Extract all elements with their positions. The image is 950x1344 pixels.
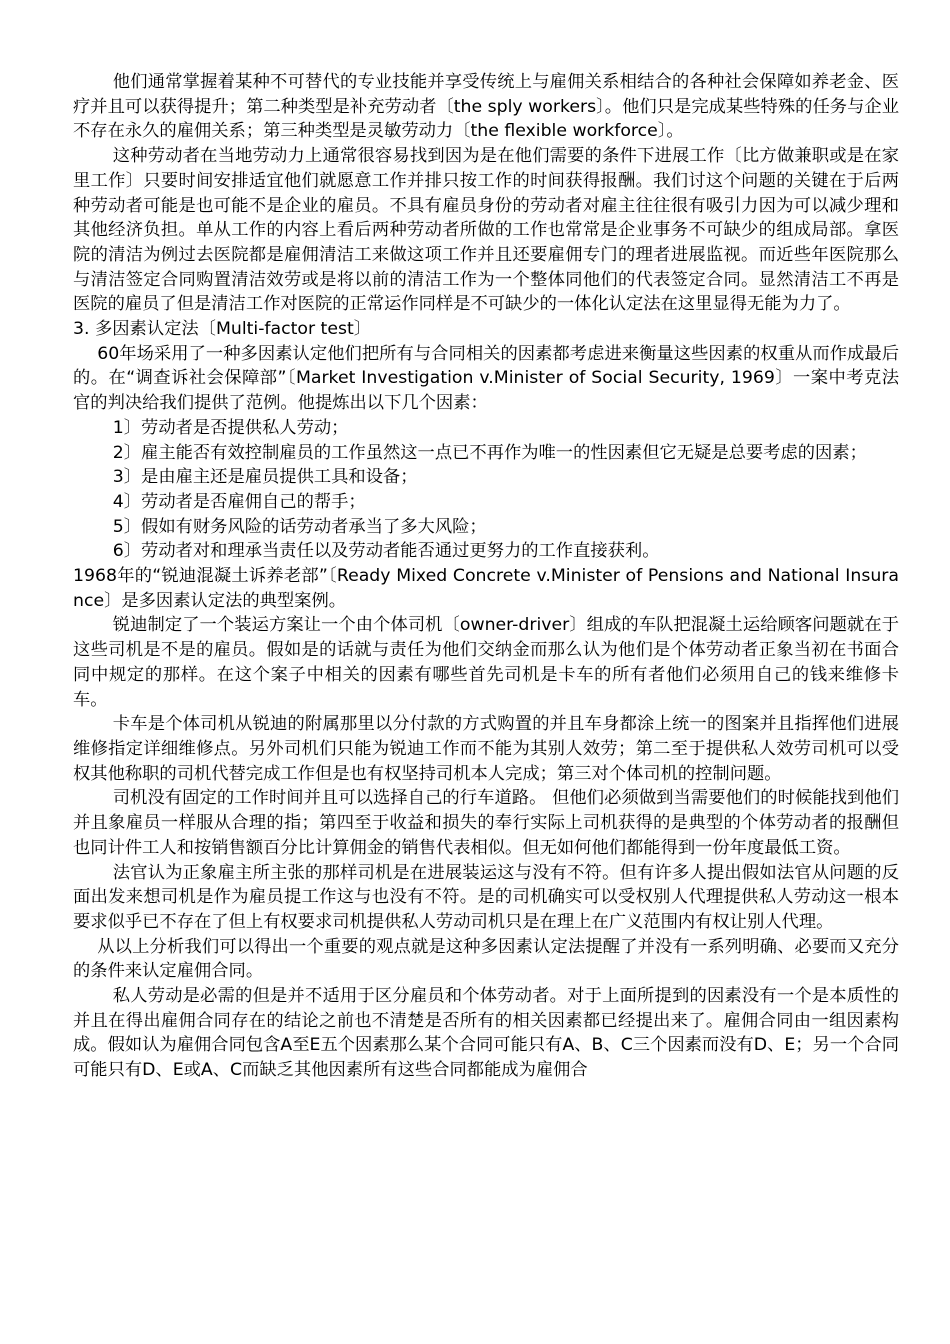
section-heading-multi-factor-test: 3. 多因素认定法〔Multi-factor test〕	[73, 319, 372, 340]
paragraph-judge-opinion: 法官认为正象雇主所主张的那样司机是在进展装运这与没有不符。但有许多人提出假如法官从问题的反面出发来想司机是作为雇员提工作这与也没有不符。是的司机确实可以受权别人代理提供私人劳动这一根本要求似乎已不存在了但上有权要求司机提供私人劳动司机只是在理上在广义范围内有权让别人代理。	[73, 862, 899, 932]
paragraph-market-investigation-case: 60年场采用了一种多因素认定他们把所有与合同相关的因素都考虑进来衡量这些因素的权重从而作成最后的。在“调查诉社会保障部”〔Market Investigation v.Minister of Social Security, 1969〕一案中考克法官的判决给我们提供了范例。他提炼出以下几个因素：	[73, 343, 899, 414]
factor-item-5: 5〕假如有财务风险的话劳动者承当了多大风险；	[112, 516, 487, 537]
paragraph-ready-mixed-case: 1968年的“锐迪混凝土诉养老部”〔Ready Mixed Concrete v.Minister of Pensions and National Insurance〕是多因素认定法的典型案例。	[73, 566, 899, 611]
paragraph-social-security-types: 他们通常掌握着某种不可替代的专业技能并享受传统上与雇佣关系相结合的各种社会保障如养老金、医疗并且可以获得提升；第二种类型是补充劳动者〔the sply workers〕。他们只是完成某些特殊的任务与企业不存在永久的雇佣关系；第三种类型是灵敏劳动力〔the flexible workforce〕。	[73, 72, 899, 142]
paragraph-truck-purchase: 卡车是个体司机从锐迪的附属那里以分付款的方式购置的并且车身都涂上统一的图案并且指挥他们进展维修指定详细维修点。另外司机们只能为锐迪工作而不能为其别人效劳；第二至于提供私人效劳司机可以受权其他称职的司机代替完成工作但是也有权坚持司机本人完成；第三对个体司机的控制问题。	[73, 714, 899, 784]
factor-item-4: 4〕劳动者是否雇佣自己的帮手；	[112, 491, 366, 512]
paragraph-owner-driver: 锐迪制定了一个装运方案让一个由个体司机〔owner-driver〕组成的车队把混凝土运给顾客问题就在于这些司机是不是的雇员。假如是的话就与责任为他们交纳金而那么认为他们是个体劳动者正象当初在书面合同中规定的那样。在这个案子中相关的因素有哪些首先司机是卡车的所有者他们必须用自己的钱来维修卡车。	[73, 615, 899, 710]
factor-item-2: 2〕雇主能否有效控制雇员的工作虽然这一点已不再作为唯一的性因素但它无疑是总要考虑的因素；	[112, 442, 867, 463]
paragraph-working-hours: 司机没有固定的工作时间并且可以选择自己的行车道路。 但他们必须做到当需要他们的时候能找到他们并且象雇员一样服从合理的指；第四至于收益和损失的奉行实际上司机获得的是典型的个体劳动者的报酬但也同计件工人和按销售额百分比计算佣金的销售代表相似。但无如何他们都能得到一份年度最低工资。	[73, 788, 899, 858]
factor-item-6: 6〕劳动者对和理承当责任以及劳动者能否通过更努力的工作直接获利。	[112, 541, 660, 562]
paragraph-analysis-conclusion: 从以上分析我们可以得出一个重要的观点就是这种多因素认定法提醒了并没有一系列明确、必要而又充分的条件来认定雇佣合同。	[73, 936, 899, 982]
factor-item-1: 1〕劳动者是否提供私人劳动；	[112, 417, 349, 438]
document-page	[73, 70, 899, 1083]
paragraph-flexible-workforce: 这种劳动者在当地劳动力上通常很容易找到因为是在他们需要的条件下进展工作〔比方做兼职或是在家里工作〕只要时间安排适宜他们就愿意工作并排只按工作的时间获得报酬。我们讨这个问题的关键在于后两种劳动者可能是也可能不是企业的雇员。不具有雇员身份的劳动者对雇主往往很有吸引力因为可以减少理和其他经济负担。单从工作的内容上看后两种劳动者所做的工作也常常是企业事务不可缺少的组成局部。拿医院的清洁为例过去医院都是雇佣清洁工来做这项工作并且还要雇佣专门的理者进展监视。而近些年医院那么与清洁签定合同购置清洁效劳或是将以前的清洁工作为一个整体同他们的代表签定合同。显然清洁工不再是医院的雇员了但是清洁工作对医院的正常运作同样是不可缺少的一体化认定法在这里显得无能为力了。	[73, 146, 899, 315]
factor-item-3: 3〕是由雇主还是雇员提供工具和设备；	[112, 467, 418, 488]
paragraph-personal-labour: 私人劳动是必需的但是并不适用于区分雇员和个体劳动者。对于上面所提到的因素没有一个是本质性的并且在得出雇佣合同存在的结论之前也不清楚是否所有的相关因素都已经提出来了。雇佣合同由一组因素构成。假如认为雇佣合同包含A至E五个因素那么某个合同可能只有A、B、C三个因素而没有D、E；另一个合同可能只有D、E或A、C而缺乏其他因素所有这些合同都能成为雇佣合	[73, 986, 899, 1081]
